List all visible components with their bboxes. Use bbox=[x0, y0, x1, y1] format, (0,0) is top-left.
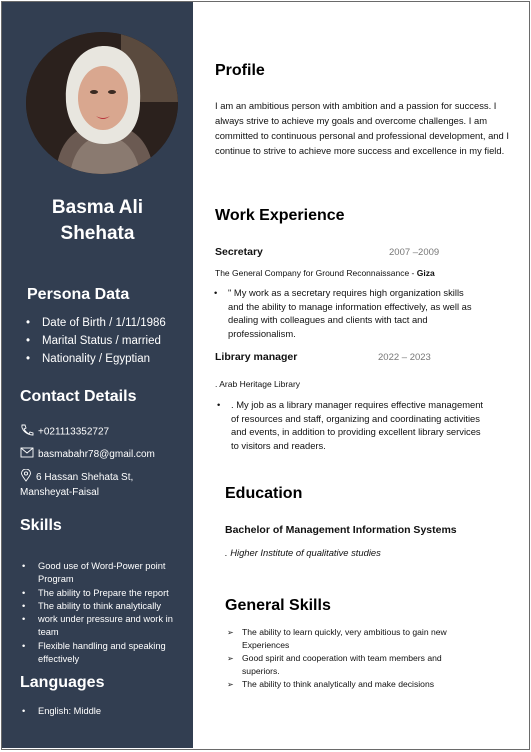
name-line-2: Shehata bbox=[60, 223, 135, 244]
job-company: . Arab Heritage Library bbox=[215, 379, 301, 389]
email-address: basmabahr78@gmail.com bbox=[38, 449, 155, 461]
education-heading: Education bbox=[225, 485, 303, 502]
company-location: Giza bbox=[416, 268, 435, 278]
candidate-name bbox=[2, 195, 193, 247]
work-heading: Work Experience bbox=[215, 207, 345, 224]
skills-list bbox=[18, 560, 188, 666]
languages-list bbox=[18, 705, 101, 718]
job-description bbox=[214, 286, 480, 340]
profile-photo bbox=[26, 32, 178, 174]
skill-item: • Flexible handling and speaking effectively bbox=[18, 640, 188, 667]
job-description bbox=[217, 398, 491, 452]
job-dates: 2022 – 2023 bbox=[378, 352, 431, 363]
profile-photo-image bbox=[26, 32, 178, 174]
skill-item: • work under pressure and work in team bbox=[18, 613, 188, 640]
phone-number: +021113352727 bbox=[38, 426, 110, 438]
sidebar bbox=[2, 2, 193, 748]
general-skills-heading: General Skills bbox=[225, 597, 331, 614]
profile-text: I am an ambitious person with ambition and a passion for success. I always strive to achieve my goals and overcome challenges. I am committed to continuous personal and professional development, and I continue to strive to achieve more success and excellence in my field. bbox=[215, 100, 509, 156]
general-skill-item: ➢ The ability to think analytically and make decisions bbox=[227, 678, 477, 691]
bullet-mark: • bbox=[214, 287, 218, 298]
company-name: The General Company for Ground Reconnaissance - bbox=[215, 268, 417, 278]
persona-item: • Date of Birth / 1/11/1986 bbox=[22, 314, 166, 332]
profile-heading: Profile bbox=[215, 62, 265, 79]
general-skill-item: ➢ The ability to learn quickly, very ambitious to gain new Experiences bbox=[227, 626, 477, 652]
job-dates: 2007 –2009 bbox=[389, 247, 440, 258]
skill-item: • Good use of Word-Power point Program bbox=[18, 560, 188, 587]
job-title: Library manager bbox=[215, 351, 298, 363]
skills-heading: Skills bbox=[20, 517, 62, 534]
general-skill-item: ➢ Good spirit and cooperation with team members and superiors. bbox=[227, 652, 477, 678]
contact-phone[interactable] bbox=[20, 424, 188, 440]
job-company bbox=[215, 268, 435, 278]
skill-item: • The ability to Prepare the report bbox=[18, 587, 188, 600]
address-text: 6 Hassan Shehata St, Mansheyat-Faisal bbox=[20, 472, 134, 498]
name-line-1: Basma Ali bbox=[51, 197, 144, 218]
contact-heading: Contact Details bbox=[20, 388, 137, 405]
contact-email[interactable] bbox=[20, 447, 188, 462]
persona-item: • Nationality / Egyptian bbox=[22, 350, 166, 368]
persona-list bbox=[22, 314, 166, 368]
job-description-text: . My job as a library manager requires effective management of resources and staff, organizing and coordinating activities and events, in addition to providing excellent library services to visitors and readers. bbox=[231, 399, 484, 451]
bullet-mark: • bbox=[217, 399, 221, 410]
skill-item: • The ability to think analytically bbox=[18, 600, 188, 613]
education-institute: . Higher Institute of qualitative studies bbox=[225, 547, 381, 558]
persona-heading: Persona Data bbox=[27, 286, 130, 303]
persona-item: • Marital Status / married bbox=[22, 332, 166, 350]
job-title: Secretary bbox=[215, 246, 263, 258]
education-degree: Bachelor of Management Information Systems bbox=[225, 524, 457, 536]
email-icon bbox=[20, 447, 34, 462]
job-description-text: " My work as a secretary requires high organization skills and the ability to manage information effectively, as well as dealing with colleagues and clients with tact and professionalism. bbox=[228, 287, 472, 339]
general-skills-list bbox=[227, 626, 477, 691]
languages-heading: Languages bbox=[20, 674, 105, 691]
phone-icon bbox=[20, 424, 34, 440]
contact-address bbox=[20, 469, 188, 499]
language-item: • English: Middle bbox=[18, 705, 101, 718]
location-pin-icon bbox=[20, 469, 32, 486]
